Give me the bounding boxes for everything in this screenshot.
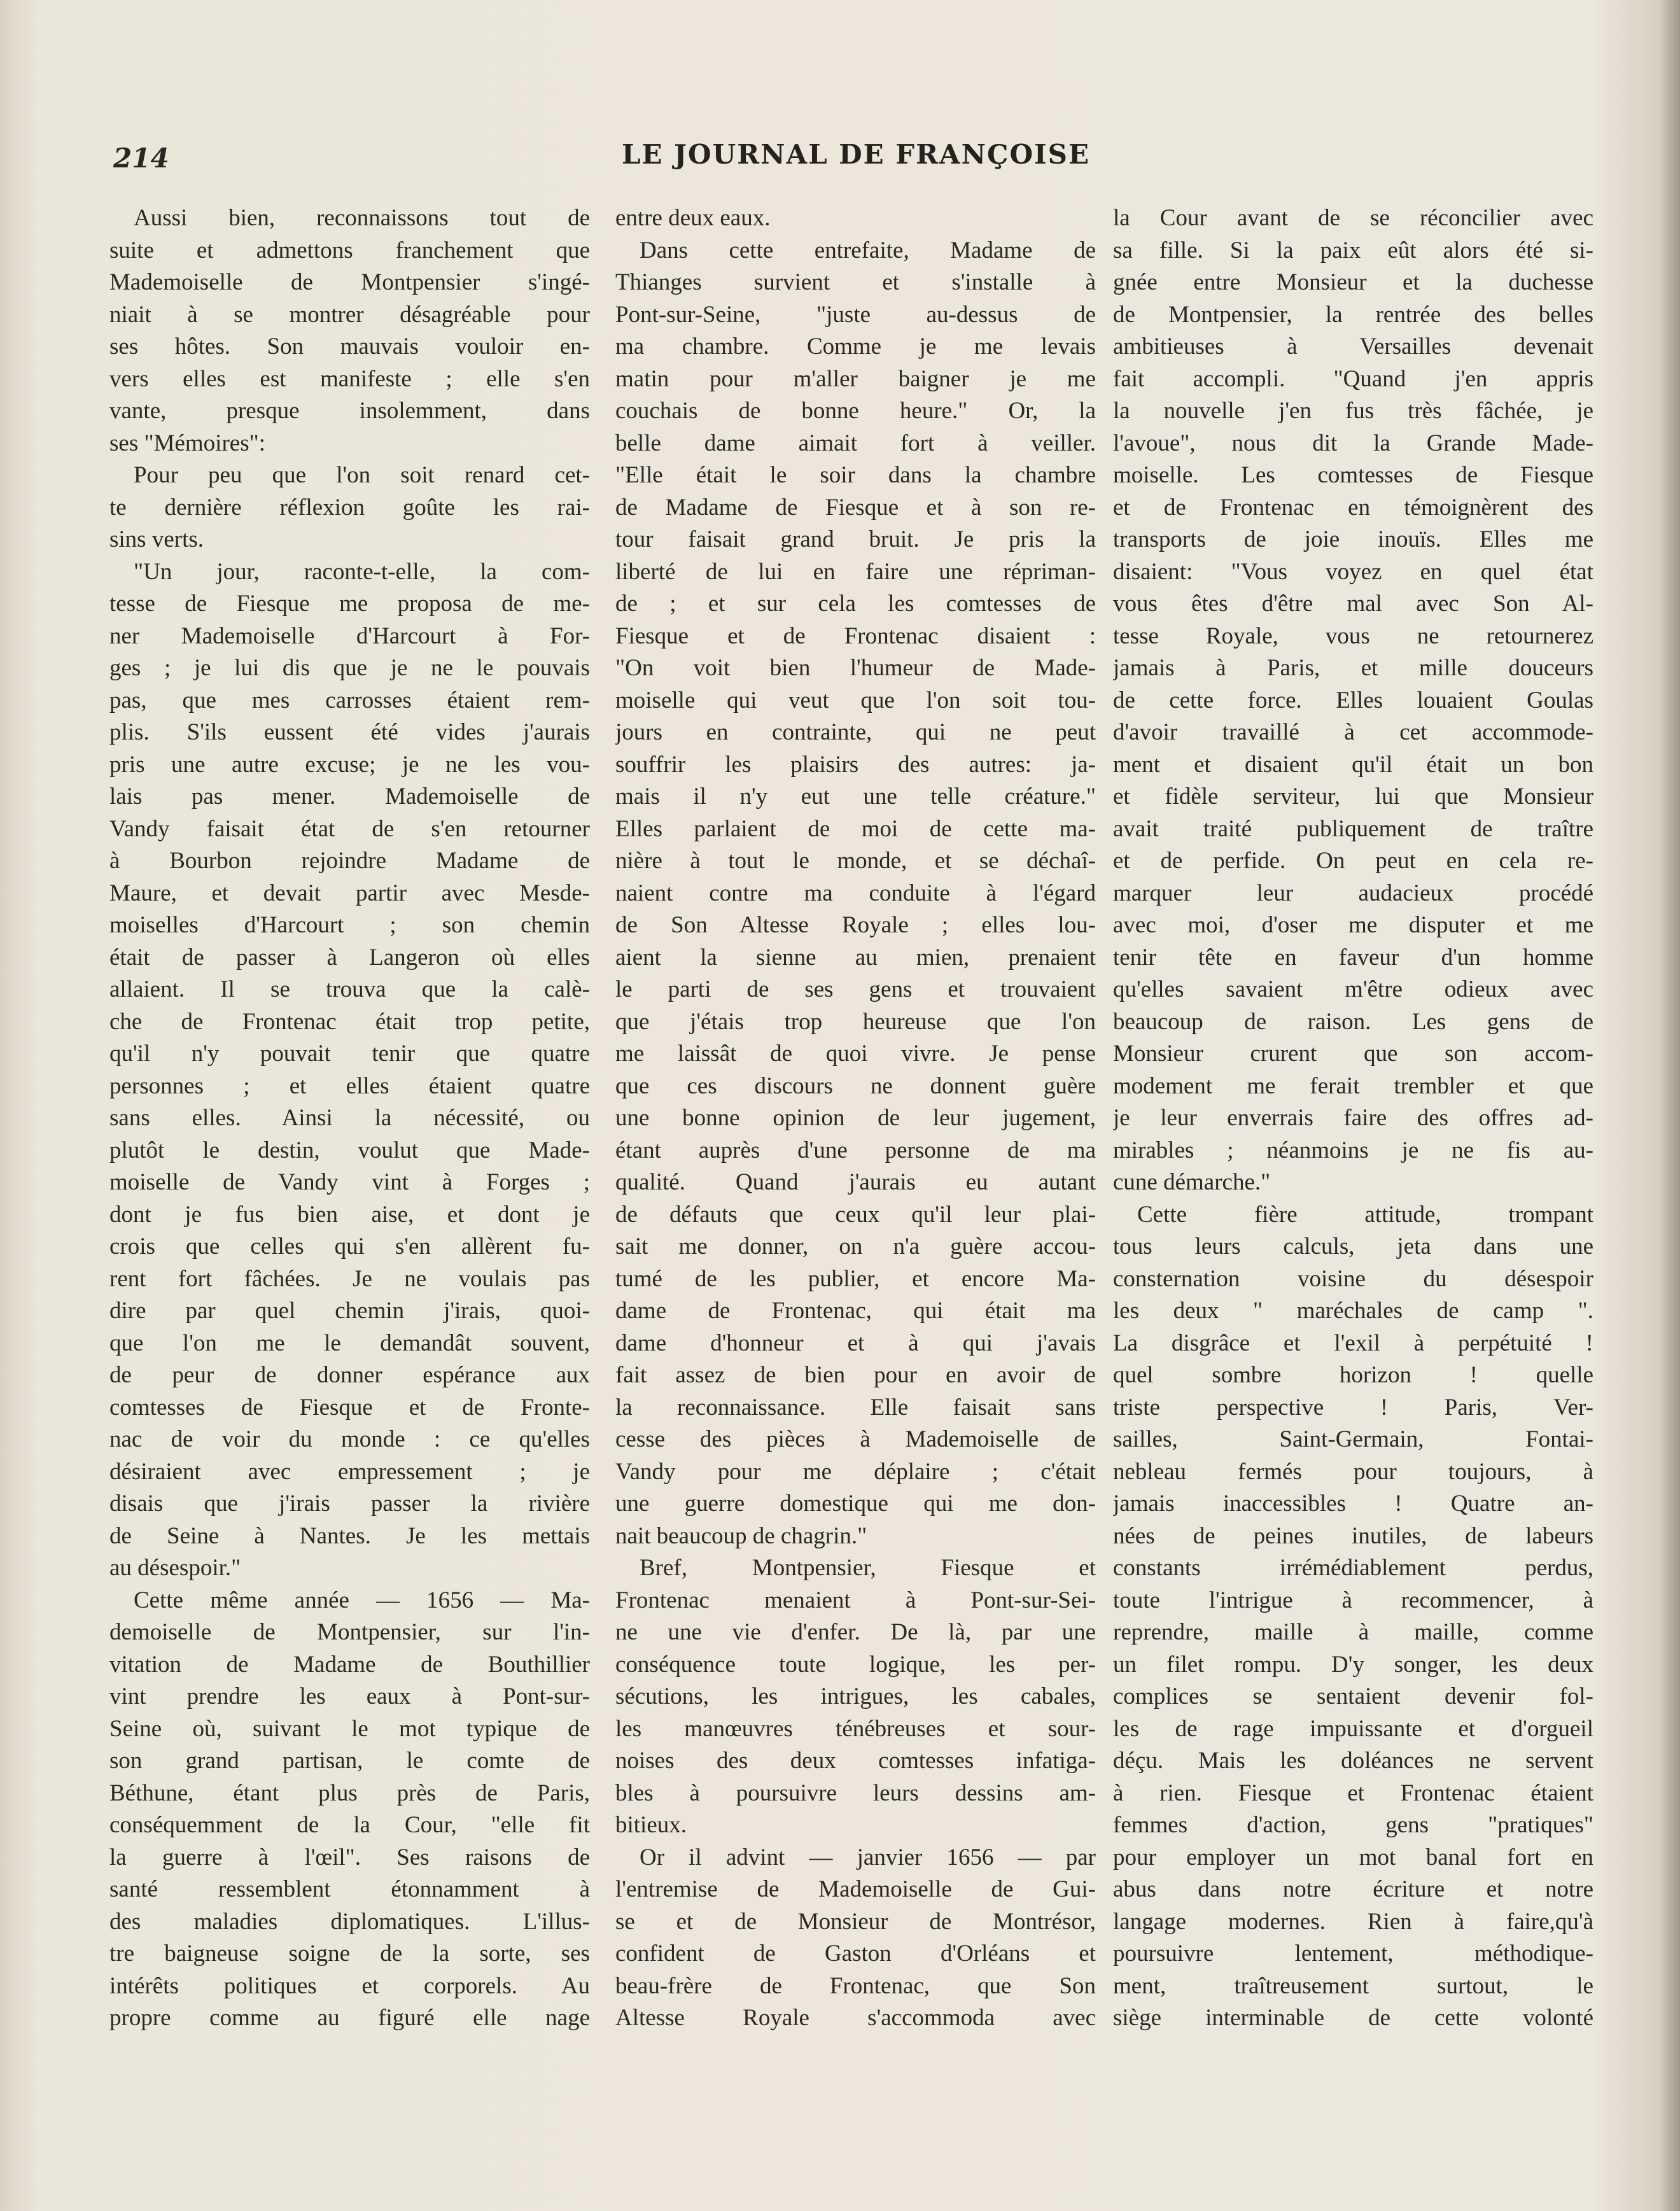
text-line: consternation voisine du désespoir [1113, 1265, 1593, 1292]
column-2 [615, 202, 1096, 2035]
text-line: et fidèle serviteur, lui que Monsieur [1113, 783, 1593, 810]
text-line: Altesse Royale s'accommoda avec [615, 2005, 1096, 2031]
text-line: Frontenac menaient à Pont-sur-Sei- [615, 1587, 1096, 1613]
text-line: dame d'honneur et à qui j'avais [615, 1330, 1096, 1356]
text-line: nebleau fermés pour toujours, à [1113, 1458, 1593, 1485]
text-line: fait accompli. "Quand j'en appris [1113, 365, 1593, 392]
text-line: Or il advint — janvier 1656 — par [640, 1844, 1096, 1871]
text-line: Mademoiselle de Montpensier s'ingé- [109, 269, 590, 295]
running-title: LE JOURNAL DE FRANÇOISE [621, 139, 1091, 170]
text-line: Pour peu que l'on soit renard cet- [134, 462, 590, 488]
text-line: beau-frère de Frontenac, que Son [615, 1972, 1096, 1999]
text-columns [109, 202, 1602, 2112]
text-line: étant auprès d'une personne de ma [615, 1137, 1096, 1163]
text-line: abus dans notre écriture et notre [1113, 1876, 1593, 1902]
text-line: ner Mademoiselle d'Harcourt à For- [109, 622, 590, 649]
text-line: Elles parlaient de moi de cette ma- [615, 815, 1096, 842]
text-line: conséquemment de la Cour, "elle fit [109, 1812, 590, 1838]
text-line: confident de Gaston d'Orléans et [615, 1941, 1096, 1967]
text-line: que j'étais trop heureuse que l'on [615, 1008, 1096, 1035]
text-line: tesse Royale, vous ne retournerez [1113, 622, 1593, 649]
text-line: de Seine à Nantes. Je les mettais [109, 1522, 590, 1549]
text-line: plutôt le destin, voulut que Made- [109, 1137, 590, 1163]
text-line: de défauts que ceux qu'il leur plai- [615, 1201, 1096, 1228]
text-line: les deux " maréchales de camp ". [1113, 1298, 1593, 1324]
text-line: tous leurs calculs, jeta dans une [1113, 1233, 1593, 1260]
text-line: pris une autre excuse; je ne les vou- [109, 751, 590, 778]
text-line: bles à poursuivre leurs dessins am- [615, 1779, 1096, 1806]
text-line: mirables ; néanmoins je ne fis au- [1113, 1137, 1593, 1163]
text-line: pour employer un mot banal fort en [1113, 1844, 1593, 1871]
text-line: couchais de bonne heure." Or, la [615, 398, 1096, 424]
text-line: sailles, Saint-Germain, Fontai- [1113, 1426, 1593, 1452]
text-line: moiselle qui veut que l'on soit tou- [615, 687, 1096, 713]
text-line: tre baigneuse soigne de la sorte, ses [109, 1941, 590, 1967]
text-line: Pont-sur-Seine, "juste au-dessus de [615, 301, 1096, 328]
text-line: son grand partisan, le comte de [109, 1748, 590, 1774]
text-line: constants irrémédiablement perdus, [1113, 1555, 1593, 1581]
text-line: noises des deux comtesses infatiga- [615, 1748, 1096, 1774]
text-line: jours en contrainte, qui ne peut [615, 719, 1096, 745]
text-line: "Un jour, raconte-t-elle, la com- [134, 558, 590, 585]
text-line: naient contre ma conduite à l'égard [615, 880, 1096, 906]
text-line: une guerre domestique qui me don- [615, 1491, 1096, 1517]
text-line: propre comme au figuré elle nage [109, 2005, 590, 2031]
text-line: cune démarche." [1113, 1169, 1271, 1195]
text-line: nière à tout le monde, et se déchaî- [615, 848, 1096, 874]
text-line: mais il n'y eut une telle créature." [615, 783, 1096, 810]
text-line: complices se sentaient devenir fol- [1113, 1683, 1593, 1709]
text-line: disaient: "Vous voyez en quel état [1113, 558, 1593, 585]
text-line: la Cour avant de se réconcilier avec [1113, 205, 1593, 231]
page-header [102, 134, 1610, 172]
text-line: dame de Frontenac, qui était ma [615, 1298, 1096, 1324]
text-line: de Madame de Fiesque et à son re- [615, 494, 1096, 521]
text-line: niait à se montrer désagréable pour [109, 301, 590, 328]
text-line: fait assez de bien pour en avoir de [615, 1362, 1096, 1388]
text-line: je leur enverrais faire des offres ad- [1113, 1105, 1593, 1131]
text-line: ment et disaient qu'il était un bon [1113, 751, 1593, 778]
text-line: femmes d'action, gens "pratiques" [1113, 1812, 1593, 1838]
text-line: à Bourbon rejoindre Madame de [109, 848, 590, 874]
text-line: cesse des pièces à Mademoiselle de [615, 1426, 1096, 1452]
text-line: Thianges survient et s'installe à [615, 269, 1096, 295]
text-line: entre deux eaux. [615, 205, 771, 231]
text-line: sans elles. Ainsi la nécessité, ou [109, 1105, 590, 1131]
text-line: bitieux. [615, 1812, 687, 1838]
column-3 [1113, 202, 1593, 2035]
text-line: que ces discours ne donnent guère [615, 1072, 1096, 1099]
text-line: langage modernes. Rien à faire,qu'à [1113, 1908, 1593, 1935]
text-line: était de passer à Langeron où elles [109, 944, 590, 971]
text-line: tumé de les publier, et encore Ma- [615, 1265, 1096, 1292]
text-line: déçu. Mais les doléances ne servent [1113, 1748, 1593, 1774]
text-line: Vandy faisait état de s'en retourner [109, 815, 590, 842]
text-line: se et de Monsieur de Montrésor, [615, 1908, 1096, 1935]
text-line: la reconnaissance. Elle faisait sans [615, 1394, 1096, 1421]
text-line: aient la sienne au mien, prenaient [615, 944, 1096, 971]
text-line: de Montpensier, la rentrée des belles [1113, 301, 1593, 328]
text-line: siège interminable de cette volonté [1113, 2005, 1593, 2031]
text-line: vous êtes d'être mal avec Son Al- [1113, 591, 1593, 617]
text-line: comtesses de Fiesque et de Fronte- [109, 1394, 590, 1421]
text-line: Cette même année — 1656 — Ma- [134, 1587, 590, 1613]
text-line: te dernière réflexion goûte les rai- [109, 494, 590, 521]
text-line: moiselle. Les comtesses de Fiesque [1113, 462, 1593, 488]
text-line: ses "Mémoires": [109, 430, 265, 456]
column-1 [109, 202, 590, 2035]
text-line: plis. S'ils eussent été vides j'aurais [109, 719, 590, 745]
text-line: les de rage impuissante et d'orgueil [1113, 1715, 1593, 1742]
text-line: dire par quel chemin j'irais, quoi- [109, 1298, 590, 1324]
text-line: santé ressemblent étonnamment à [109, 1876, 590, 1902]
text-line: la guerre à l'œil". Ses raisons de [109, 1844, 590, 1871]
text-line: triste perspective ! Paris, Ver- [1113, 1394, 1593, 1421]
text-line: demoiselle de Montpensier, sur l'in- [109, 1619, 590, 1645]
text-line: que l'on me le demandât souvent, [109, 1330, 590, 1356]
text-line: modement me ferait trembler et que [1113, 1072, 1593, 1099]
text-line: poursuivre lentement, méthodique- [1113, 1941, 1593, 1967]
text-line: un filet rompu. D'y songer, les deux [1113, 1651, 1593, 1678]
text-line: jamais à Paris, et mille douceurs [1113, 655, 1593, 681]
text-line: nées de peines inutiles, de labeurs [1113, 1522, 1593, 1549]
text-line: rent fort fâchées. Je ne voulais pas [109, 1265, 590, 1292]
text-line: pas, que mes carrosses étaient rem- [109, 687, 590, 713]
text-line: Monsieur crurent que son accom- [1113, 1041, 1593, 1067]
text-line: de Son Altesse Royale ; elles lou- [615, 912, 1096, 938]
text-line: sa fille. Si la paix eût alors été si- [1113, 237, 1593, 263]
text-line: che de Frontenac était trop petite, [109, 1008, 590, 1035]
text-line: disais que j'irais passer la rivière [109, 1491, 590, 1517]
text-line: de cette force. Elles louaient Goulas [1113, 687, 1593, 713]
text-line: tour faisait grand bruit. Je pris la [615, 526, 1096, 552]
text-line: nait beaucoup de chagrin." [615, 1522, 867, 1549]
text-line: "On voit bien l'humeur de Made- [615, 655, 1096, 681]
text-line: nac de voir du monde : ce qu'elles [109, 1426, 590, 1452]
text-line: d'avoir travaillé à cet accommode- [1113, 719, 1593, 745]
text-line: au désespoir." [109, 1555, 241, 1581]
text-line: moiselles d'Harcourt ; son chemin [109, 912, 590, 938]
text-line: les manœuvres ténébreuses et sour- [615, 1715, 1096, 1742]
text-line: ment, traîtreusement surtout, le [1113, 1972, 1593, 1999]
text-line: conséquence toute logique, les per- [615, 1651, 1096, 1678]
text-line: personnes ; et elles étaient quatre [109, 1072, 590, 1099]
text-line: vante, presque insolemment, dans [109, 398, 590, 424]
text-line: marquer leur audacieux procédé [1113, 880, 1593, 906]
text-line: une bonne opinion de leur jugement, [615, 1105, 1096, 1131]
text-line: qu'il n'y pouvait tenir que quatre [109, 1041, 590, 1067]
text-line: Dans cette entrefaite, Madame de [640, 237, 1096, 263]
text-line: Seine où, suivant le mot typique de [109, 1715, 590, 1742]
text-line: de ; et sur cela les comtesses de [615, 591, 1096, 617]
text-line: liberté de lui en faire une répriman- [615, 558, 1096, 585]
text-line: La disgrâce et l'exil à perpétuité ! [1113, 1330, 1593, 1356]
text-line: ges ; je lui dis que je ne le pouvais [109, 655, 590, 681]
text-line: ses hôtes. Son mauvais vouloir en- [109, 333, 590, 360]
text-line: vint prendre les eaux à Pont-sur- [109, 1683, 590, 1709]
text-line: tenir tête en faveur d'un homme [1113, 944, 1593, 971]
text-line: reprendre, maille à maille, comme [1113, 1619, 1593, 1645]
text-line: souffrir les plaisirs des autres: ja- [615, 751, 1096, 778]
text-line: la nouvelle j'en fus très fâchée, je [1113, 398, 1593, 424]
text-line: dont je fus bien aise, et dont je [109, 1201, 590, 1228]
text-line: à rien. Fiesque et Frontenac étaient [1113, 1779, 1593, 1806]
text-line: sins verts. [109, 526, 204, 552]
text-line: des maladies diplomatiques. L'illus- [109, 1908, 590, 1935]
text-line: avec moi, d'oser me disputer et me [1113, 912, 1593, 938]
text-line: jamais inaccessibles ! Quatre an- [1113, 1491, 1593, 1517]
text-line: Maure, et devait partir avec Mesde- [109, 880, 590, 906]
text-line: me laissât de quoi vivre. Je pense [615, 1041, 1096, 1067]
text-line: sait me donner, on n'a guère accou- [615, 1233, 1096, 1260]
text-line: moiselle de Vandy vint à Forges ; [109, 1169, 590, 1195]
text-line: Aussi bien, reconnaissons tout de [134, 205, 590, 231]
text-line: l'entremise de Mademoiselle de Gui- [615, 1876, 1096, 1902]
text-line: Béthune, étant plus près de Paris, [109, 1779, 590, 1806]
text-line: ambitieuses à Versailles devenait [1113, 333, 1593, 360]
text-line: de peur de donner espérance aux [109, 1362, 590, 1388]
text-line: beaucoup de raison. Les gens de [1113, 1008, 1593, 1035]
text-line: quel sombre horizon ! quelle [1113, 1362, 1593, 1388]
text-line: allaient. Il se trouva que la calè- [109, 976, 590, 1002]
text-line: qualité. Quand j'aurais eu autant [615, 1169, 1096, 1195]
page-number: 214 [113, 143, 169, 174]
text-line: ne une vie d'enfer. De là, par une [615, 1619, 1096, 1645]
text-line: matin pour m'aller baigner je me [615, 365, 1096, 392]
text-line: transports de joie inouïs. Elles me [1113, 526, 1593, 552]
text-line: qu'elles savaient m'être odieux avec [1113, 976, 1593, 1002]
text-line: lais pas mener. Mademoiselle de [109, 783, 590, 810]
text-line: Bref, Montpensier, Fiesque et [640, 1555, 1096, 1581]
text-line: tesse de Fiesque me proposa de me- [109, 591, 590, 617]
text-line: Cette fière attitude, trompant [1137, 1201, 1593, 1228]
text-line: l'avoue", nous dit la Grande Made- [1113, 430, 1593, 456]
text-line: sécutions, les intrigues, les cabales, [615, 1683, 1096, 1709]
text-line: Vandy pour me déplaire ; c'était [615, 1458, 1096, 1485]
text-line: et de perfide. On peut en cela re- [1113, 848, 1593, 874]
text-line: crois que celles qui s'en allèrent fu- [109, 1233, 590, 1260]
text-line: toute l'intrigue à recommencer, à [1113, 1587, 1593, 1613]
text-line: avait traité publiquement de traître [1113, 815, 1593, 842]
text-line: vitation de Madame de Bouthillier [109, 1651, 590, 1678]
text-line: vers elles est manifeste ; elle s'en [109, 365, 590, 392]
text-line: désiraient avec empressement ; je [109, 1458, 590, 1485]
text-line: "Elle était le soir dans la chambre [615, 462, 1096, 488]
text-line: Fiesque et de Frontenac disaient : [615, 622, 1096, 649]
text-line: intérêts politiques et corporels. Au [109, 1972, 590, 1999]
text-line: suite et admettons franchement que [109, 237, 590, 263]
text-line: belle dame aimait fort à veiller. [615, 430, 1096, 456]
text-line: ma chambre. Comme je me levais [615, 333, 1096, 360]
text-line: et de Frontenac en témoignèrent des [1113, 494, 1593, 521]
text-line: gnée entre Monsieur et la duchesse [1113, 269, 1593, 295]
text-line: le parti de ses gens et trouvaient [615, 976, 1096, 1002]
